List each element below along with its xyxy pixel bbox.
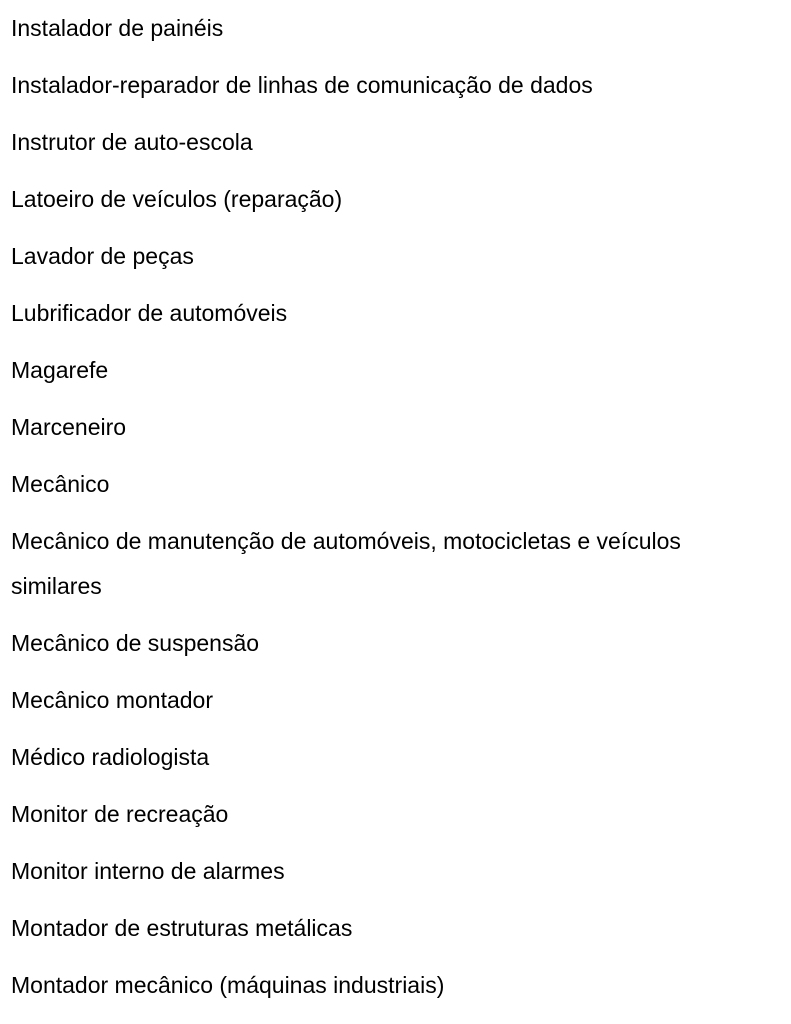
list-item: Médico radiologista	[11, 744, 210, 770]
list-item: Instrutor de auto-escola	[11, 129, 253, 155]
occupation-list	[11, 0, 771, 1014]
list-item: Mecânico de manutenção de automóveis, motocicletas e veículos similares	[11, 528, 681, 599]
list-item: Latoeiro de veículos (reparação)	[11, 186, 343, 212]
list-item: Lavador de peças	[11, 243, 194, 269]
list-item: Monitor interno de alarmes	[11, 858, 285, 884]
list-item: Monitor de recreação	[11, 801, 229, 827]
list-item: Lubrificador de automóveis	[11, 300, 288, 326]
list-item: Instalador de painéis	[11, 15, 224, 41]
list-item: Magarefe	[11, 357, 109, 383]
list-item: Instalador-reparador de linhas de comunicação de dados	[11, 72, 593, 98]
list-item: Mecânico montador	[11, 687, 213, 713]
list-item: Mecânico de suspensão	[11, 630, 260, 656]
list-item: Montador mecânico (máquinas industriais)	[11, 972, 445, 998]
list-item: Montador de estruturas metálicas	[11, 915, 353, 941]
list-item: Marceneiro	[11, 414, 127, 440]
list-item: Mecânico	[11, 471, 110, 497]
